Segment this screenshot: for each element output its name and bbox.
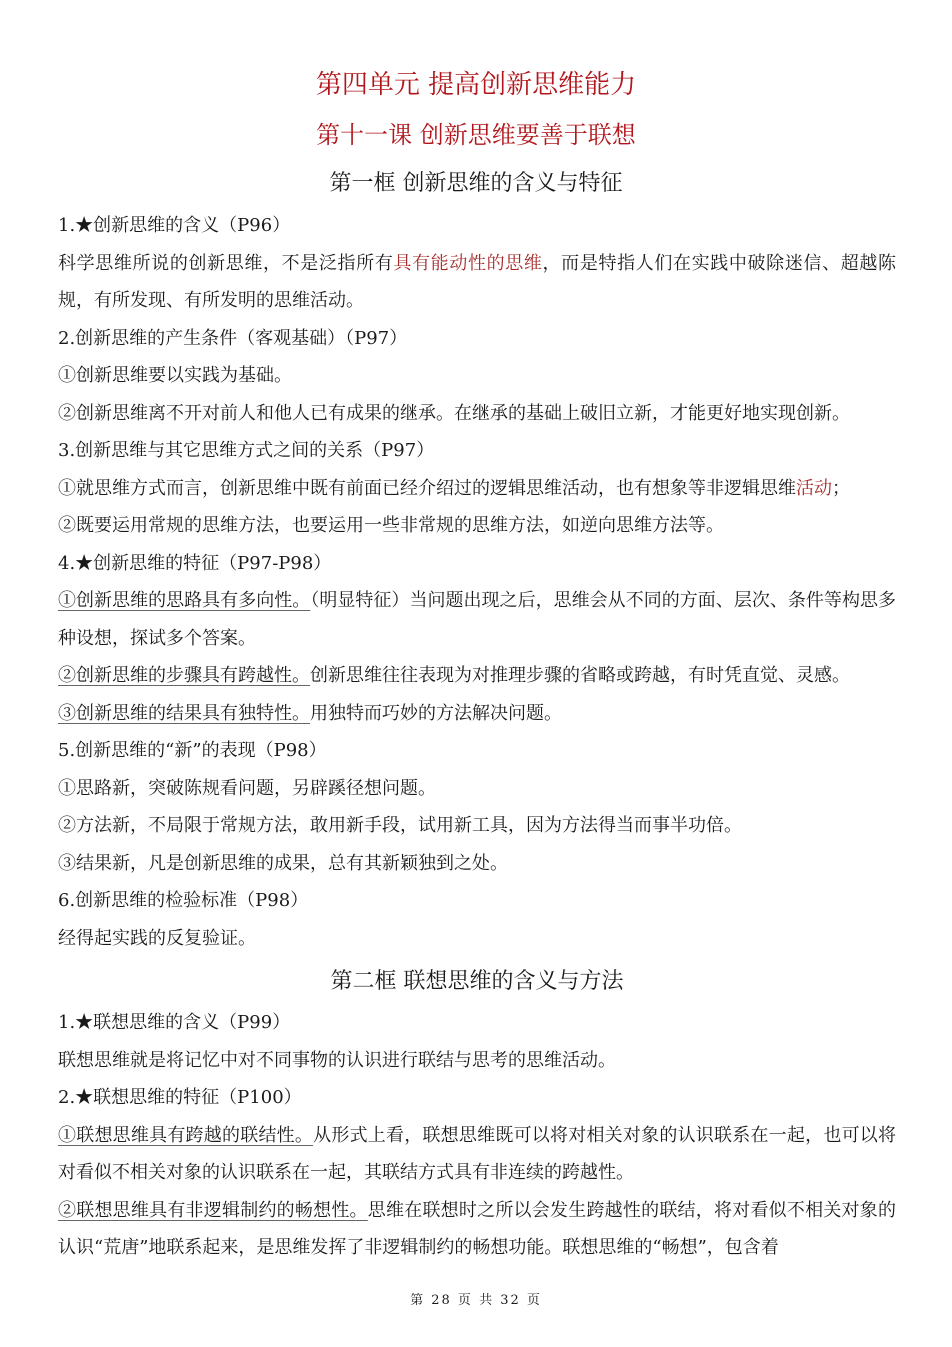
paragraph [58,245,896,320]
paragraph [58,395,896,433]
paragraph [58,470,896,508]
underlined-key-point: ②创新思维的步骤具有跨越性。 [58,665,310,686]
underlined-key-point: ②联想思维具有非逻辑制约的畅想性。 [58,1199,368,1221]
underlined-key-point: ③创新思维的结果具有独特性。 [58,702,310,724]
highlighted-text: 活动 [796,477,832,499]
text-segment: ； [832,477,850,499]
paragraph [58,1192,896,1267]
item-heading [58,1004,896,1042]
text-segment: 从形式上看，联想思维既可以将对相关对象的认识联系在一起，也可以将对看似不相关对象的认识联系在一起，其联结方式具有非连续的跨越性。 [58,1124,897,1183]
text-segment: ，而是特指人们在实践中破除迷信、超越陈规，有所发现、有所发明的思维活动。 [58,252,896,311]
text-segment: ①就思维方式而言，创新思维中既有前面已经介绍过的逻辑思维活动，也有想象等非逻辑思维 [58,477,796,499]
text-segment: （明显特征）当问题出现之后，思维会从不同的方面、层次、条件等构思多种设想，探试多个答案。 [58,590,897,649]
paragraph [58,770,896,808]
item-heading [58,882,896,920]
text-segment: ②创新思维离不开对前人和他人已有成果的继承。在继承的基础上破旧立新，才能更好地实现创新。 [58,402,850,424]
underlined-key-point: ①创新思维的思路具有多向性。 [58,590,311,611]
paragraph [58,507,896,545]
underlined-key-point: ①联想思维具有跨越的联结性。 [58,1124,314,1146]
text-segment: 创新思维往往表现为对推理步骤的省略或跨越，有时凭直觉、灵感。 [310,665,850,686]
text-segment: 科学思维所说的创新思维，不是泛指所有 [58,252,394,274]
text-segment: 联想思维就是将记忆中对不同事物的认识进行联结与思考的思维活动。 [58,1049,616,1071]
text-segment: 第二框 联想思维的含义与方法 [330,969,624,994]
text-segment: 第一框 创新思维的含义与特征 [329,171,623,196]
section-title [0,166,952,197]
text-segment: ③结果新，凡是创新思维的成果，总有其新颖独到之处。 [58,852,508,874]
page-footer: 第 28 页 共 32 页 [410,1293,542,1308]
item-heading [58,732,896,770]
text-segment: 思维在联想时之所以会发生跨越性的联结，将对看似不相关对象的认识“荒唐”地联系起来，是思维发挥了非逻辑制约的畅想功能。联想思维的“畅想”，包含着 [58,1199,897,1258]
item-heading [58,320,896,358]
highlighted-text: 具有能动性的思维 [393,252,543,274]
text-segment: 1.★联想思维的含义（P99） [58,1012,291,1033]
paragraph [58,845,896,883]
paragraph [58,357,896,395]
item-heading [58,545,896,583]
text-segment: 1.★创新思维的含义（P96） [58,215,291,236]
text-segment: 用独特而巧妙的方法解决问题。 [310,702,562,724]
lesson-title: 第十一课 创新思维要善于联想 [316,121,636,149]
text-segment: 2.创新思维的产生条件（客观基础）（P97） [58,327,408,349]
paragraph [58,807,896,845]
paragraph [58,695,896,733]
text-segment: 4.★创新思维的特征（P97-P98） [58,552,332,574]
item-heading [58,432,896,470]
paragraph [58,582,896,657]
text-segment: 5.创新思维的“新”的表现（P98） [58,740,327,761]
text-segment: 6.创新思维的检验标准（P98） [58,890,309,911]
document-body [58,207,896,1267]
item-heading [58,1079,896,1117]
unit-title: 第四单元 提高创新思维能力 [315,70,637,100]
paragraph [58,920,896,958]
text-segment: ①创新思维要以实践为基础。 [58,365,292,386]
text-segment: 3.创新思维与其它思维方式之间的关系（P97） [58,440,435,461]
text-segment: ②方法新，不局限于常规方法，敢用新手段，试用新工具，因为方法得当而事半功倍。 [58,815,742,836]
text-segment: 经得起实践的反复验证。 [58,927,256,949]
paragraph [58,657,896,695]
text-segment: ①思路新，突破陈规看问题，另辟蹊径想问题。 [58,777,436,799]
text-segment: 2.★联想思维的特征（P100） [58,1087,302,1108]
text-segment: ②既要运用常规的思维方法，也要运用一些非常规的思维方法，如逆向思维方法等。 [58,515,724,536]
paragraph [58,1117,896,1192]
paragraph [58,1042,896,1080]
item-heading [58,207,896,245]
section-title [58,960,896,1004]
